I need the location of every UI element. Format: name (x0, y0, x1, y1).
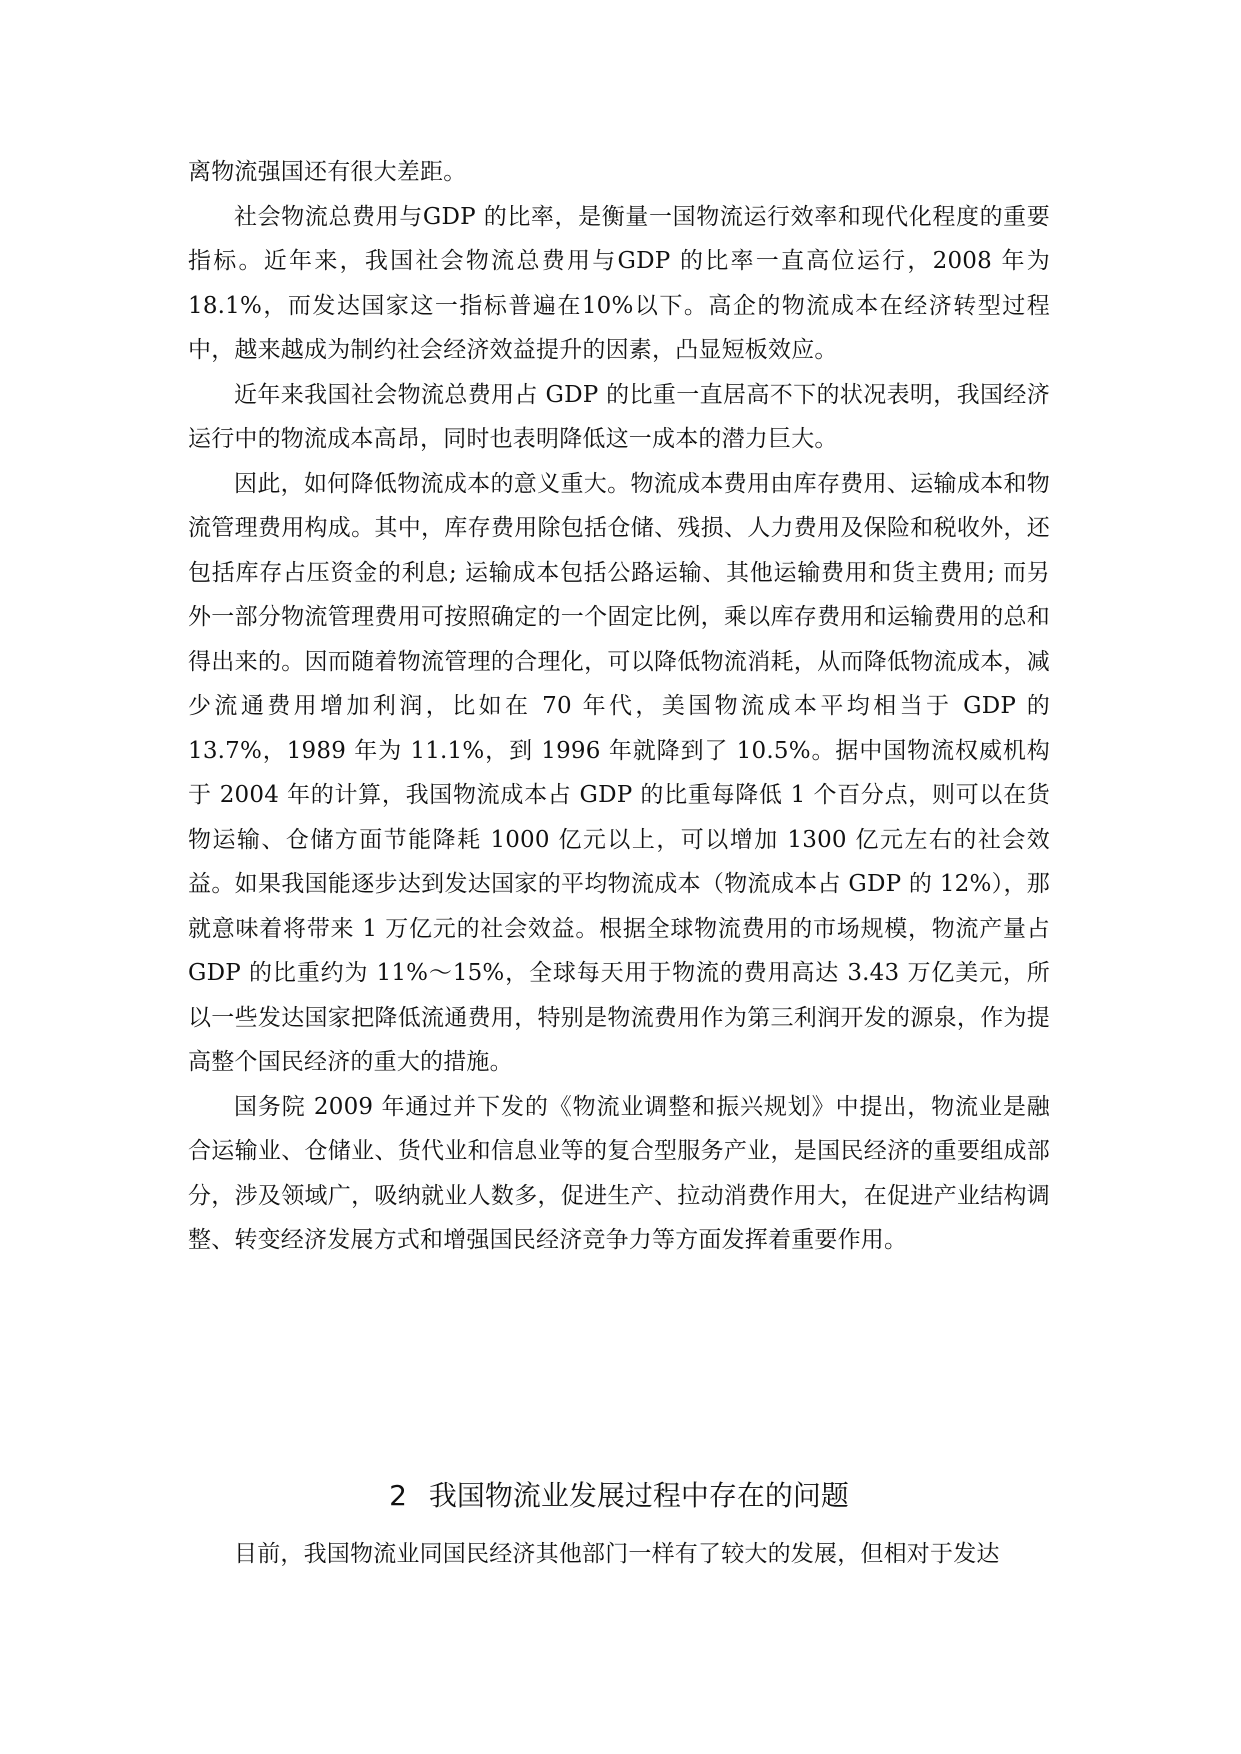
section-body-text (188, 1532, 1050, 1577)
paragraph: 离物流强国还有很大差距。 (188, 159, 467, 185)
paragraph: 因此，如何降低物流成本的意义重大。物流成本费用由库存费用、运输成本和物流管理费用构成。其中，库存费用除包括仓储、残损、人力费用及保险和税收外，还包括库存占压资金的利息; 运输成本包括公路运输、其他运输费用和货主费用; 而另外一部分物流管理费用可按照确定的一个固定比例，乘以库存费用和运输费用的总和得出来的。因而随着物流管理的合理化，可以降低物流消耗，从而降低物流成本，减少流通费用增加利润，比如在 70 年代，美国物流成本平均相当于 GDP 的 13.7%，1989 年为 11.1%，到 1996 年就降到了 10.5%。据中国物流权威机构于 2004 年的计算，我国物流成本占 GDP 的比重每降低 1 个百分点，则可以在货物运输、仓储方面节能降耗 1000 亿元以上，可以增加 1300 亿元左右的社会效益。如果我国能逐步达到发达国家的平均物流成本（物流成本占 GDP 的 12%），那就意味着将带来 1 万亿元的社会效益。根据全球物流费用的市场规模，物流产量占 GDP 的比重约为 11%～15%，全球每天用于物流的费用高达 3.43 万亿美元，所以一些发达国家把降低流通费用，特别是物流费用作为第三利润开发的源泉，作为提高整个国民经济的重大的措施。 (188, 470, 1050, 1075)
section-heading (188, 1476, 1050, 1516)
section-number: 2 (389, 1479, 407, 1512)
paragraph: 近年来我国社会物流总费用占 GDP 的比重一直居高不下的状况表明，我国经济运行中的物流成本高昂，同时也表明降低这一成本的潜力巨大。 (188, 381, 1050, 452)
paragraph: 目前，我国物流业同国民经济其他部门一样有了较大的发展，但相对于发达 (234, 1541, 1000, 1567)
paragraph: 国务院 2009 年通过并下发的《物流业调整和振兴规划》中提出，物流业是融合运输业、仓储业、货代业和信息业等的复合型服务产业，是国民经济的重要组成部分，涉及领域广，吸纳就业人数多，促进生产、拉动消费作用大，在促进产业结构调整、转变经济发展方式和增强国民经济竞争力等方面发挥着重要作用。 (188, 1093, 1050, 1253)
section-title: 我国物流业发展过程中存在的问题 (428, 1479, 849, 1512)
body-text (188, 150, 1050, 1263)
paragraph: 社会物流总费用与GDP 的比率，是衡量一国物流运行效率和现代化程度的重要指标。近年来，我国社会物流总费用与GDP 的比率一直高位运行，2008 年为18.1%，而发达国家这一指标普遍在10%以下。高企的物流成本在经济转型过程中，越来越成为制约社会经济效益提升的因素，凸显短板效应。 (188, 203, 1050, 363)
